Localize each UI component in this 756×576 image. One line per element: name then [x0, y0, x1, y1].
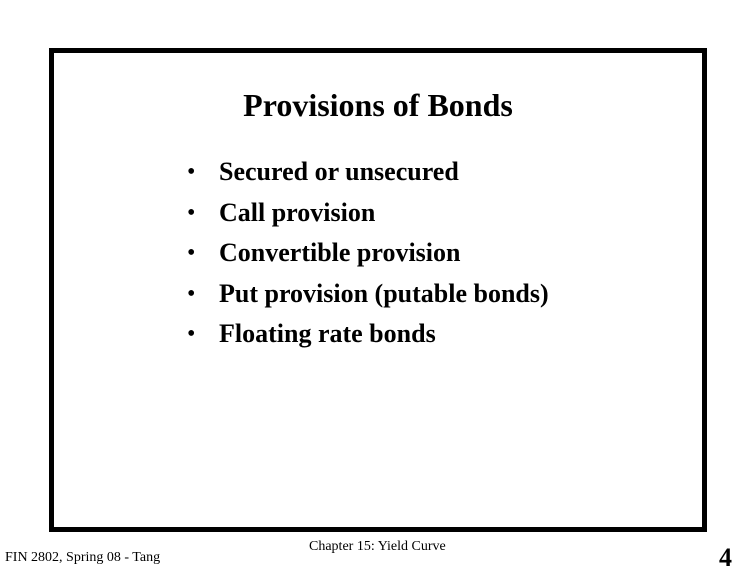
bullet-icon: •: [187, 321, 196, 347]
slide-frame: [49, 48, 707, 532]
bullet-text: Put provision (putable bonds): [219, 278, 549, 308]
course-footer: FIN 2802, Spring 08 - Tang: [5, 550, 161, 565]
bullet-icon: •: [187, 240, 196, 266]
chapter-footer: Chapter 15: Yield Curve: [309, 539, 446, 554]
bullet-icon: •: [187, 159, 196, 185]
bullet-text: Call provision: [219, 197, 376, 227]
bullet-text: Secured or unsecured: [219, 157, 459, 186]
slide-title: Provisions of Bonds: [243, 87, 513, 123]
bullet-text: Convertible provision: [219, 238, 461, 267]
bullet-icon: •: [187, 199, 196, 226]
bullet-icon: •: [187, 280, 196, 307]
bullet-text: Floating rate bonds: [219, 319, 436, 348]
page-number: 4: [719, 543, 732, 572]
